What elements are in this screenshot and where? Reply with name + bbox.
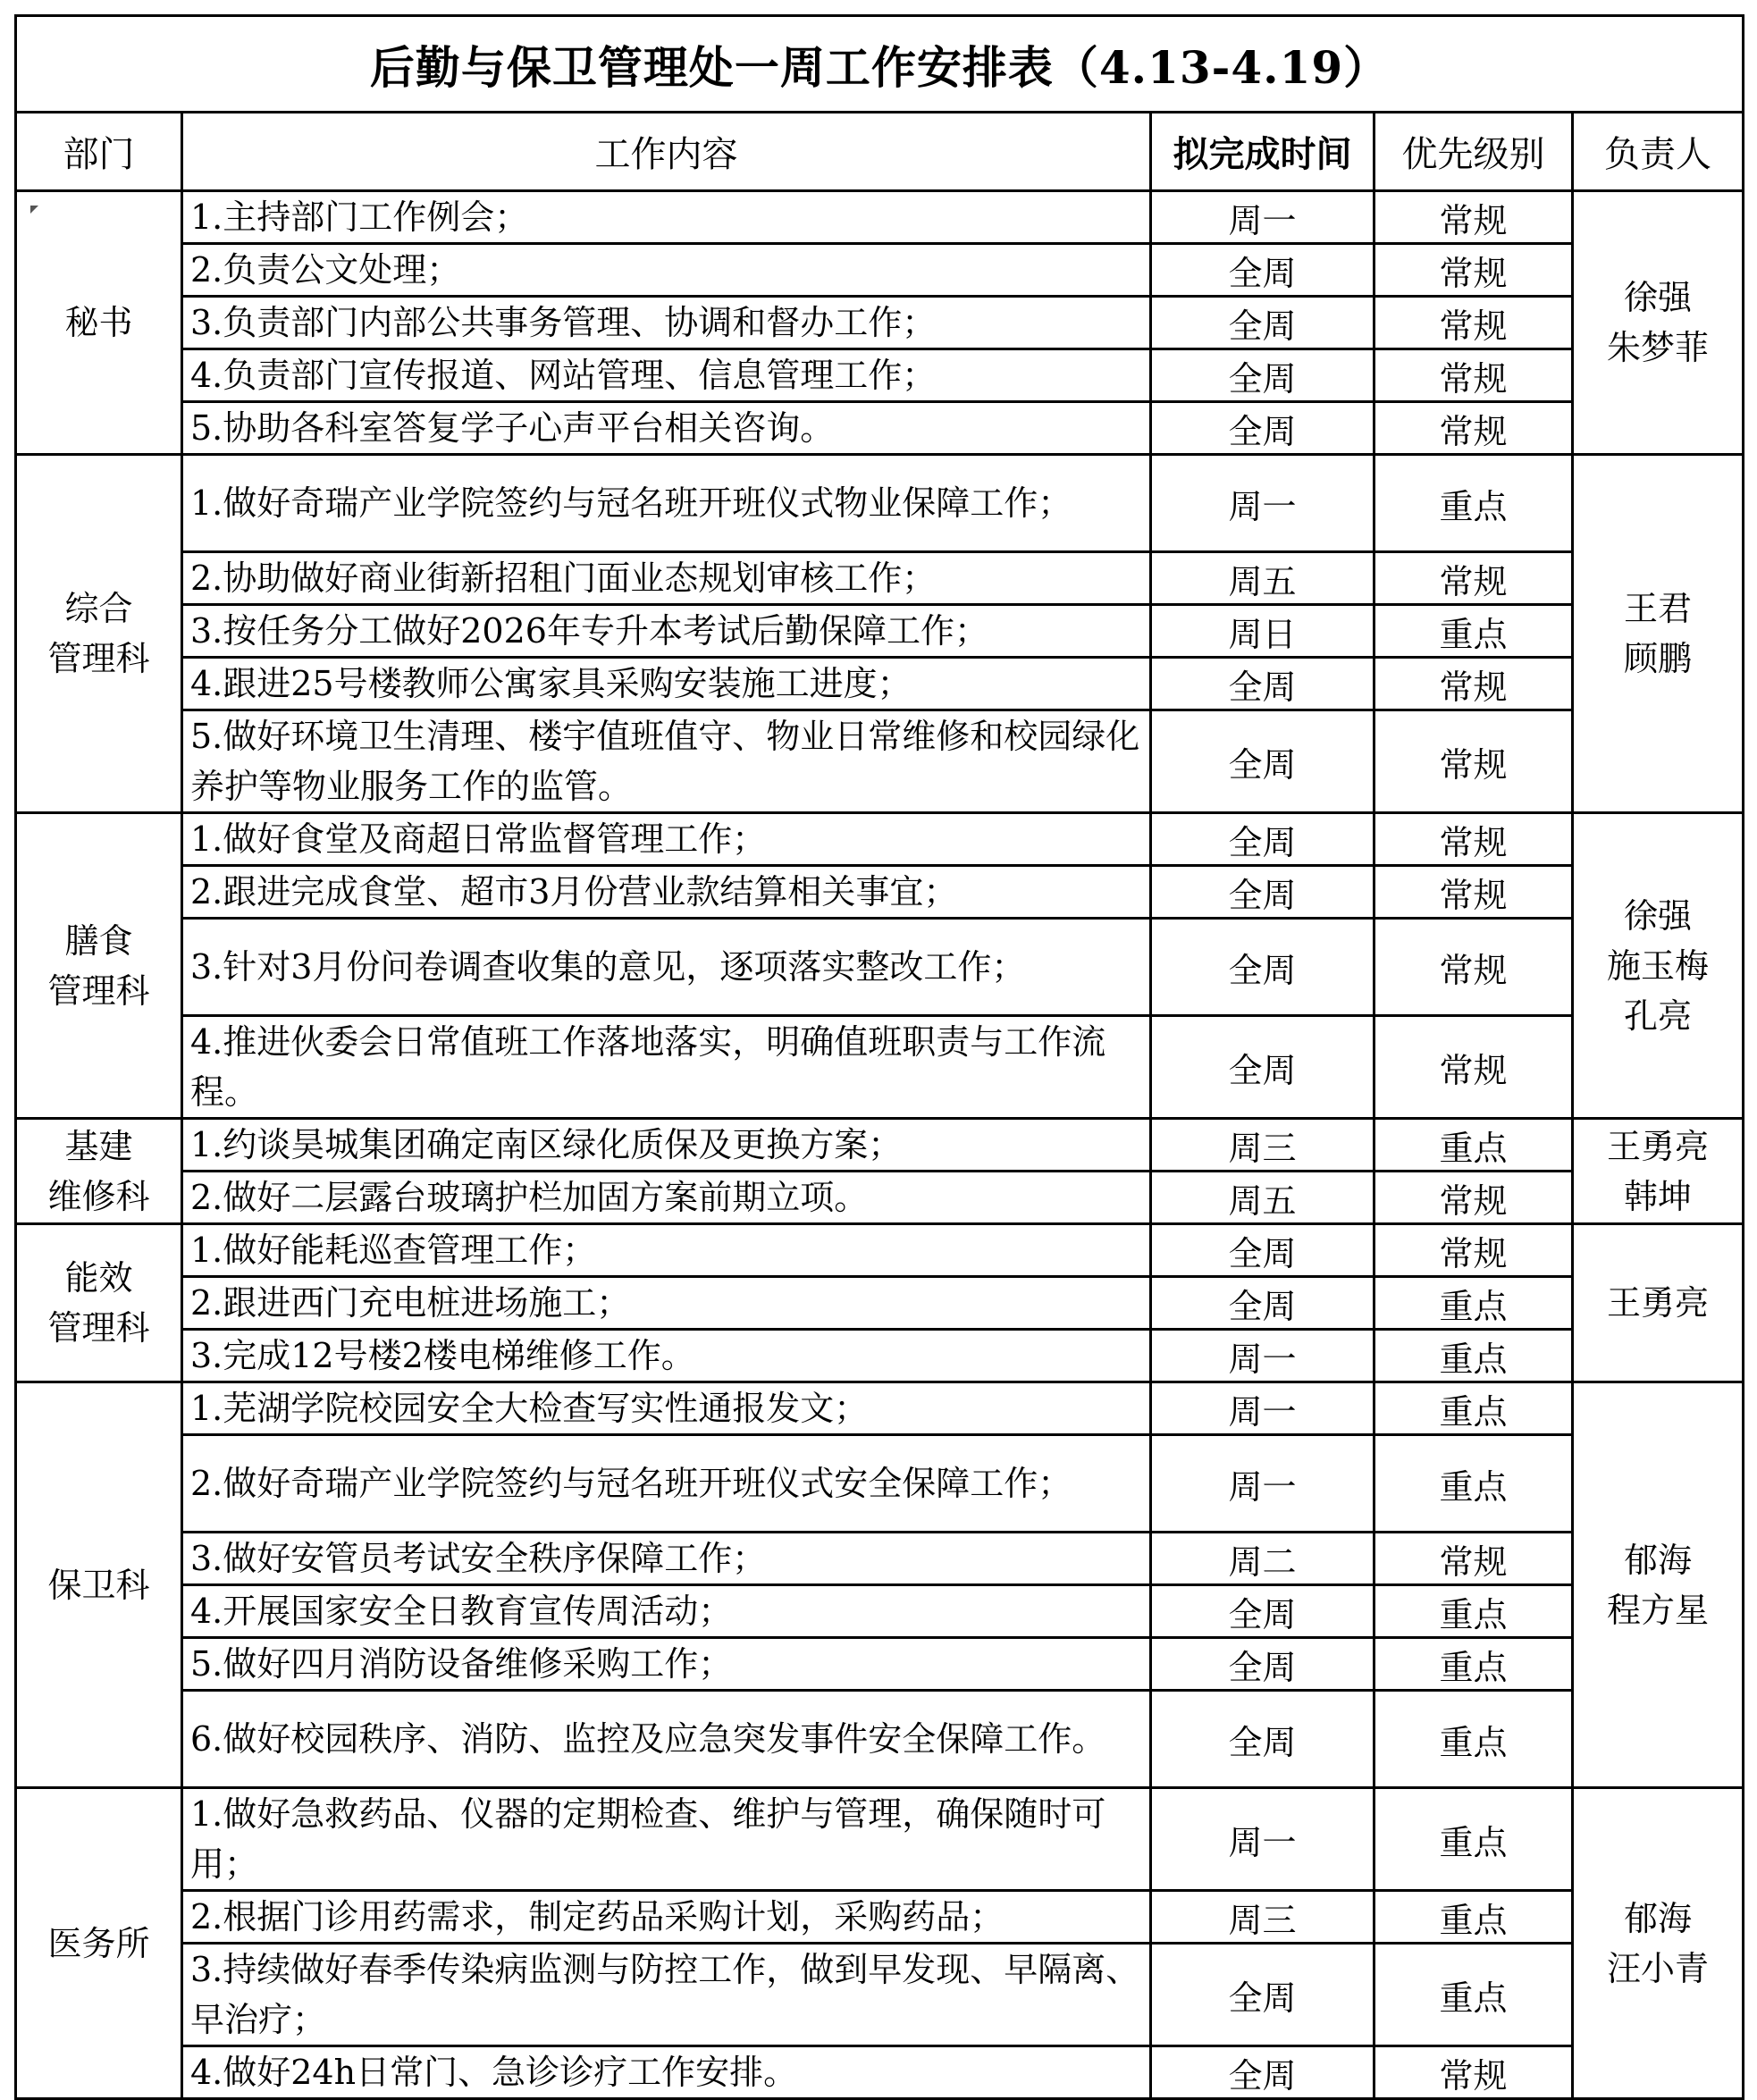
deadline-cell: 周一 [1151, 455, 1374, 552]
owner-name: 王君 [1624, 589, 1693, 628]
table-row [16, 1638, 1744, 1691]
table-row [16, 1944, 1744, 2046]
dept-cell [16, 1224, 182, 1382]
table-row [16, 552, 1744, 605]
deadline-cell: 周日 [1151, 605, 1374, 658]
deadline-cell: 周五 [1151, 1172, 1374, 1224]
owner-name: 王勇亮 [1607, 1126, 1710, 1166]
deadline-cell: 全周 [1151, 1691, 1374, 1788]
task-content-cell: 1.做好食堂及商超日常监督管理工作； [182, 813, 1151, 866]
priority-cell: 常规 [1374, 191, 1573, 244]
deadline-cell: 周一 [1151, 191, 1374, 244]
priority-cell: 重点 [1374, 1891, 1573, 1944]
task-content-cell: 1.主持部门工作例会； [182, 191, 1151, 244]
deadline-cell: 全周 [1151, 402, 1374, 455]
deadline-cell: 全周 [1151, 919, 1374, 1016]
table-row [16, 813, 1744, 866]
owner-cell [1573, 191, 1744, 455]
owner-cell [1573, 455, 1744, 813]
owner-name: 程方星 [1607, 1590, 1710, 1630]
task-content-cell: 4.推进伙委会日常值班工作落地落实，明确值班职责与工作流程。 [182, 1016, 1151, 1119]
dept-cell [16, 191, 182, 455]
priority-cell: 重点 [1374, 1585, 1573, 1638]
priority-cell: 重点 [1374, 605, 1573, 658]
owner-name: 徐强 [1624, 895, 1693, 936]
priority-cell: 常规 [1374, 658, 1573, 710]
dept-cell [16, 455, 182, 813]
priority-cell: 常规 [1374, 552, 1573, 605]
task-content-cell: 3.完成12号楼2楼电梯维修工作。 [182, 1330, 1151, 1382]
priority-cell: 重点 [1374, 1119, 1573, 1172]
deadline-cell: 全周 [1151, 244, 1374, 297]
work-schedule-table [14, 14, 1744, 2100]
priority-cell: 常规 [1374, 866, 1573, 919]
owner-name: 施玉梅 [1607, 945, 1710, 986]
header-dept: 部门 [16, 113, 182, 191]
header-deadline: 拟完成时间 [1151, 113, 1374, 191]
priority-cell: 常规 [1374, 349, 1573, 402]
task-content-cell: 4.跟进25号楼教师公寓家具采购安装施工进度； [182, 658, 1151, 710]
priority-cell: 常规 [1374, 813, 1573, 866]
deadline-cell: 全周 [1151, 866, 1374, 919]
table-row [16, 1119, 1744, 1172]
priority-cell: 重点 [1374, 1638, 1573, 1691]
deadline-cell: 全周 [1151, 1016, 1374, 1119]
dept-name-line: 医务所 [47, 1923, 150, 1963]
deadline-cell: 周三 [1151, 1119, 1374, 1172]
owner-name: 郁海 [1624, 1540, 1693, 1580]
deadline-cell: 全周 [1151, 349, 1374, 402]
task-content-cell: 2.根据门诊用药需求，制定药品采购计划，采购药品； [182, 1891, 1151, 1944]
owner-name: 王勇亮 [1607, 1283, 1710, 1323]
table-row [16, 1533, 1744, 1585]
deadline-cell: 周三 [1151, 1891, 1374, 1944]
dept-name-line: 秘书 [64, 303, 133, 342]
task-content-cell: 3.按任务分工做好2026年专升本考试后勤保障工作； [182, 605, 1151, 658]
table-row [16, 1224, 1744, 1277]
dept-name-line: 能效 [64, 1258, 133, 1298]
table-row [16, 1330, 1744, 1382]
deadline-cell: 周二 [1151, 1533, 1374, 1585]
task-content-cell: 1.芜湖学院校园安全大检查写实性通报发文； [182, 1382, 1151, 1435]
dept-cell [16, 813, 182, 1119]
dept-cell [16, 1788, 182, 2099]
header-owner: 负责人 [1573, 113, 1744, 191]
priority-cell: 重点 [1374, 1277, 1573, 1330]
priority-cell: 重点 [1374, 455, 1573, 552]
table-row [16, 1891, 1744, 1944]
deadline-cell: 周五 [1151, 552, 1374, 605]
header-row [16, 113, 1744, 191]
task-content-cell: 6.做好校园秩序、消防、监控及应急突发事件安全保障工作。 [182, 1691, 1151, 1788]
deadline-cell: 全周 [1151, 1638, 1374, 1691]
owner-name: 朱梦菲 [1607, 328, 1710, 367]
priority-cell: 重点 [1374, 1788, 1573, 1891]
priority-cell: 重点 [1374, 1691, 1573, 1788]
task-content-cell: 4.做好24h日常门、急诊诊疗工作安排。 [182, 2046, 1151, 2099]
task-content-cell: 5.做好四月消防设备维修采购工作； [182, 1638, 1151, 1691]
cell-comment-indicator-icon [30, 206, 38, 214]
table-row [16, 658, 1744, 710]
table-row [16, 191, 1744, 244]
deadline-cell: 周一 [1151, 1435, 1374, 1533]
header-priority: 优先级别 [1374, 113, 1573, 191]
dept-name-line: 膳食 [64, 920, 133, 961]
priority-cell: 重点 [1374, 1435, 1573, 1533]
title-row [16, 16, 1744, 113]
task-content-cell: 1.做好能耗巡查管理工作； [182, 1224, 1151, 1277]
owner-name: 孔亮 [1624, 995, 1693, 1036]
priority-cell: 常规 [1374, 1016, 1573, 1119]
deadline-cell: 全周 [1151, 1585, 1374, 1638]
task-content-cell: 5.协助各科室答复学子心声平台相关咨询。 [182, 402, 1151, 455]
dept-name-line: 管理科 [47, 970, 150, 1011]
table-row [16, 244, 1744, 297]
deadline-cell: 全周 [1151, 1944, 1374, 2046]
dept-name-line: 基建 [64, 1126, 133, 1166]
deadline-cell: 周一 [1151, 1788, 1374, 1891]
deadline-cell: 全周 [1151, 297, 1374, 349]
page-title: 后勤与保卫管理处一周工作安排表（4.13-4.19） [16, 16, 1744, 113]
table-row [16, 349, 1744, 402]
priority-cell: 常规 [1374, 244, 1573, 297]
priority-cell: 常规 [1374, 710, 1573, 813]
priority-cell: 重点 [1374, 1382, 1573, 1435]
dept-cell [16, 1119, 182, 1224]
priority-cell: 常规 [1374, 1533, 1573, 1585]
priority-cell: 常规 [1374, 2046, 1573, 2099]
task-content-cell: 3.针对3月份问卷调查收集的意见，逐项落实整改工作； [182, 919, 1151, 1016]
task-content-cell: 2.做好二层露台玻璃护栏加固方案前期立项。 [182, 1172, 1151, 1224]
task-content-cell: 2.负责公文处理； [182, 244, 1151, 297]
table-row [16, 710, 1744, 813]
task-content-cell: 3.做好安管员考试安全秩序保障工作； [182, 1533, 1151, 1585]
table-row [16, 2046, 1744, 2099]
table-row [16, 455, 1744, 552]
deadline-cell: 周一 [1151, 1330, 1374, 1382]
header-content: 工作内容 [182, 113, 1151, 191]
table-row [16, 866, 1744, 919]
task-content-cell: 1.做好奇瑞产业学院签约与冠名班开班仪式物业保障工作； [182, 455, 1151, 552]
owner-cell [1573, 1382, 1744, 1788]
task-content-cell: 2.跟进完成食堂、超市3月份营业款结算相关事宜； [182, 866, 1151, 919]
task-content-cell: 3.持续做好春季传染病监测与防控工作，做到早发现、早隔离、早治疗； [182, 1944, 1151, 2046]
task-content-cell: 1.做好急救药品、仪器的定期检查、维护与管理，确保随时可用； [182, 1788, 1151, 1891]
table-row [16, 1435, 1744, 1533]
table-row [16, 1691, 1744, 1788]
priority-cell: 常规 [1374, 297, 1573, 349]
task-content-cell: 3.负责部门内部公共事务管理、协调和督办工作； [182, 297, 1151, 349]
table-row [16, 1788, 1744, 1891]
deadline-cell: 全周 [1151, 710, 1374, 813]
priority-cell: 重点 [1374, 1330, 1573, 1382]
task-content-cell: 4.开展国家安全日教育宣传周活动； [182, 1585, 1151, 1638]
deadline-cell: 全周 [1151, 1277, 1374, 1330]
deadline-cell: 全周 [1151, 658, 1374, 710]
dept-name-line: 维修科 [47, 1176, 150, 1216]
task-content-cell: 2.跟进西门充电桩进场施工； [182, 1277, 1151, 1330]
dept-name-line: 管理科 [47, 639, 150, 678]
owner-cell [1573, 813, 1744, 1119]
owner-name: 韩坤 [1624, 1176, 1693, 1216]
work-schedule-sheet [14, 14, 1742, 2100]
table-row [16, 1382, 1744, 1435]
table-row [16, 1016, 1744, 1119]
owner-name: 徐强 [1624, 278, 1693, 317]
priority-cell: 常规 [1374, 919, 1573, 1016]
table-row [16, 297, 1744, 349]
table-row [16, 1172, 1744, 1224]
owner-cell [1573, 1224, 1744, 1382]
task-content-cell: 2.协助做好商业街新招租门面业态规划审核工作； [182, 552, 1151, 605]
task-content-cell: 4.负责部门宣传报道、网站管理、信息管理工作； [182, 349, 1151, 402]
owner-name: 顾鹏 [1624, 639, 1693, 678]
owner-cell [1573, 1788, 1744, 2099]
task-content-cell: 1.约谈昊城集团确定南区绿化质保及更换方案； [182, 1119, 1151, 1172]
dept-name-line: 管理科 [47, 1308, 150, 1348]
owner-name: 汪小青 [1607, 1948, 1710, 1988]
table-row [16, 1277, 1744, 1330]
table-row [16, 919, 1744, 1016]
dept-name-line: 综合 [64, 589, 133, 628]
deadline-cell: 周一 [1151, 1382, 1374, 1435]
task-content-cell: 5.做好环境卫生清理、楼宇值班值守、物业日常维修和校园绿化养护等物业服务工作的监管。 [182, 710, 1151, 813]
dept-cell [16, 1382, 182, 1788]
deadline-cell: 全周 [1151, 813, 1374, 866]
priority-cell: 重点 [1374, 1944, 1573, 2046]
owner-cell [1573, 1119, 1744, 1224]
table-row [16, 605, 1744, 658]
priority-cell: 常规 [1374, 1172, 1573, 1224]
table-row [16, 402, 1744, 455]
deadline-cell: 全周 [1151, 2046, 1374, 2099]
dept-name-line: 保卫科 [47, 1565, 150, 1605]
task-content-cell: 2.做好奇瑞产业学院签约与冠名班开班仪式安全保障工作； [182, 1435, 1151, 1533]
deadline-cell: 全周 [1151, 1224, 1374, 1277]
table-row [16, 1585, 1744, 1638]
priority-cell: 常规 [1374, 1224, 1573, 1277]
owner-name: 郁海 [1624, 1898, 1693, 1938]
priority-cell: 常规 [1374, 402, 1573, 455]
